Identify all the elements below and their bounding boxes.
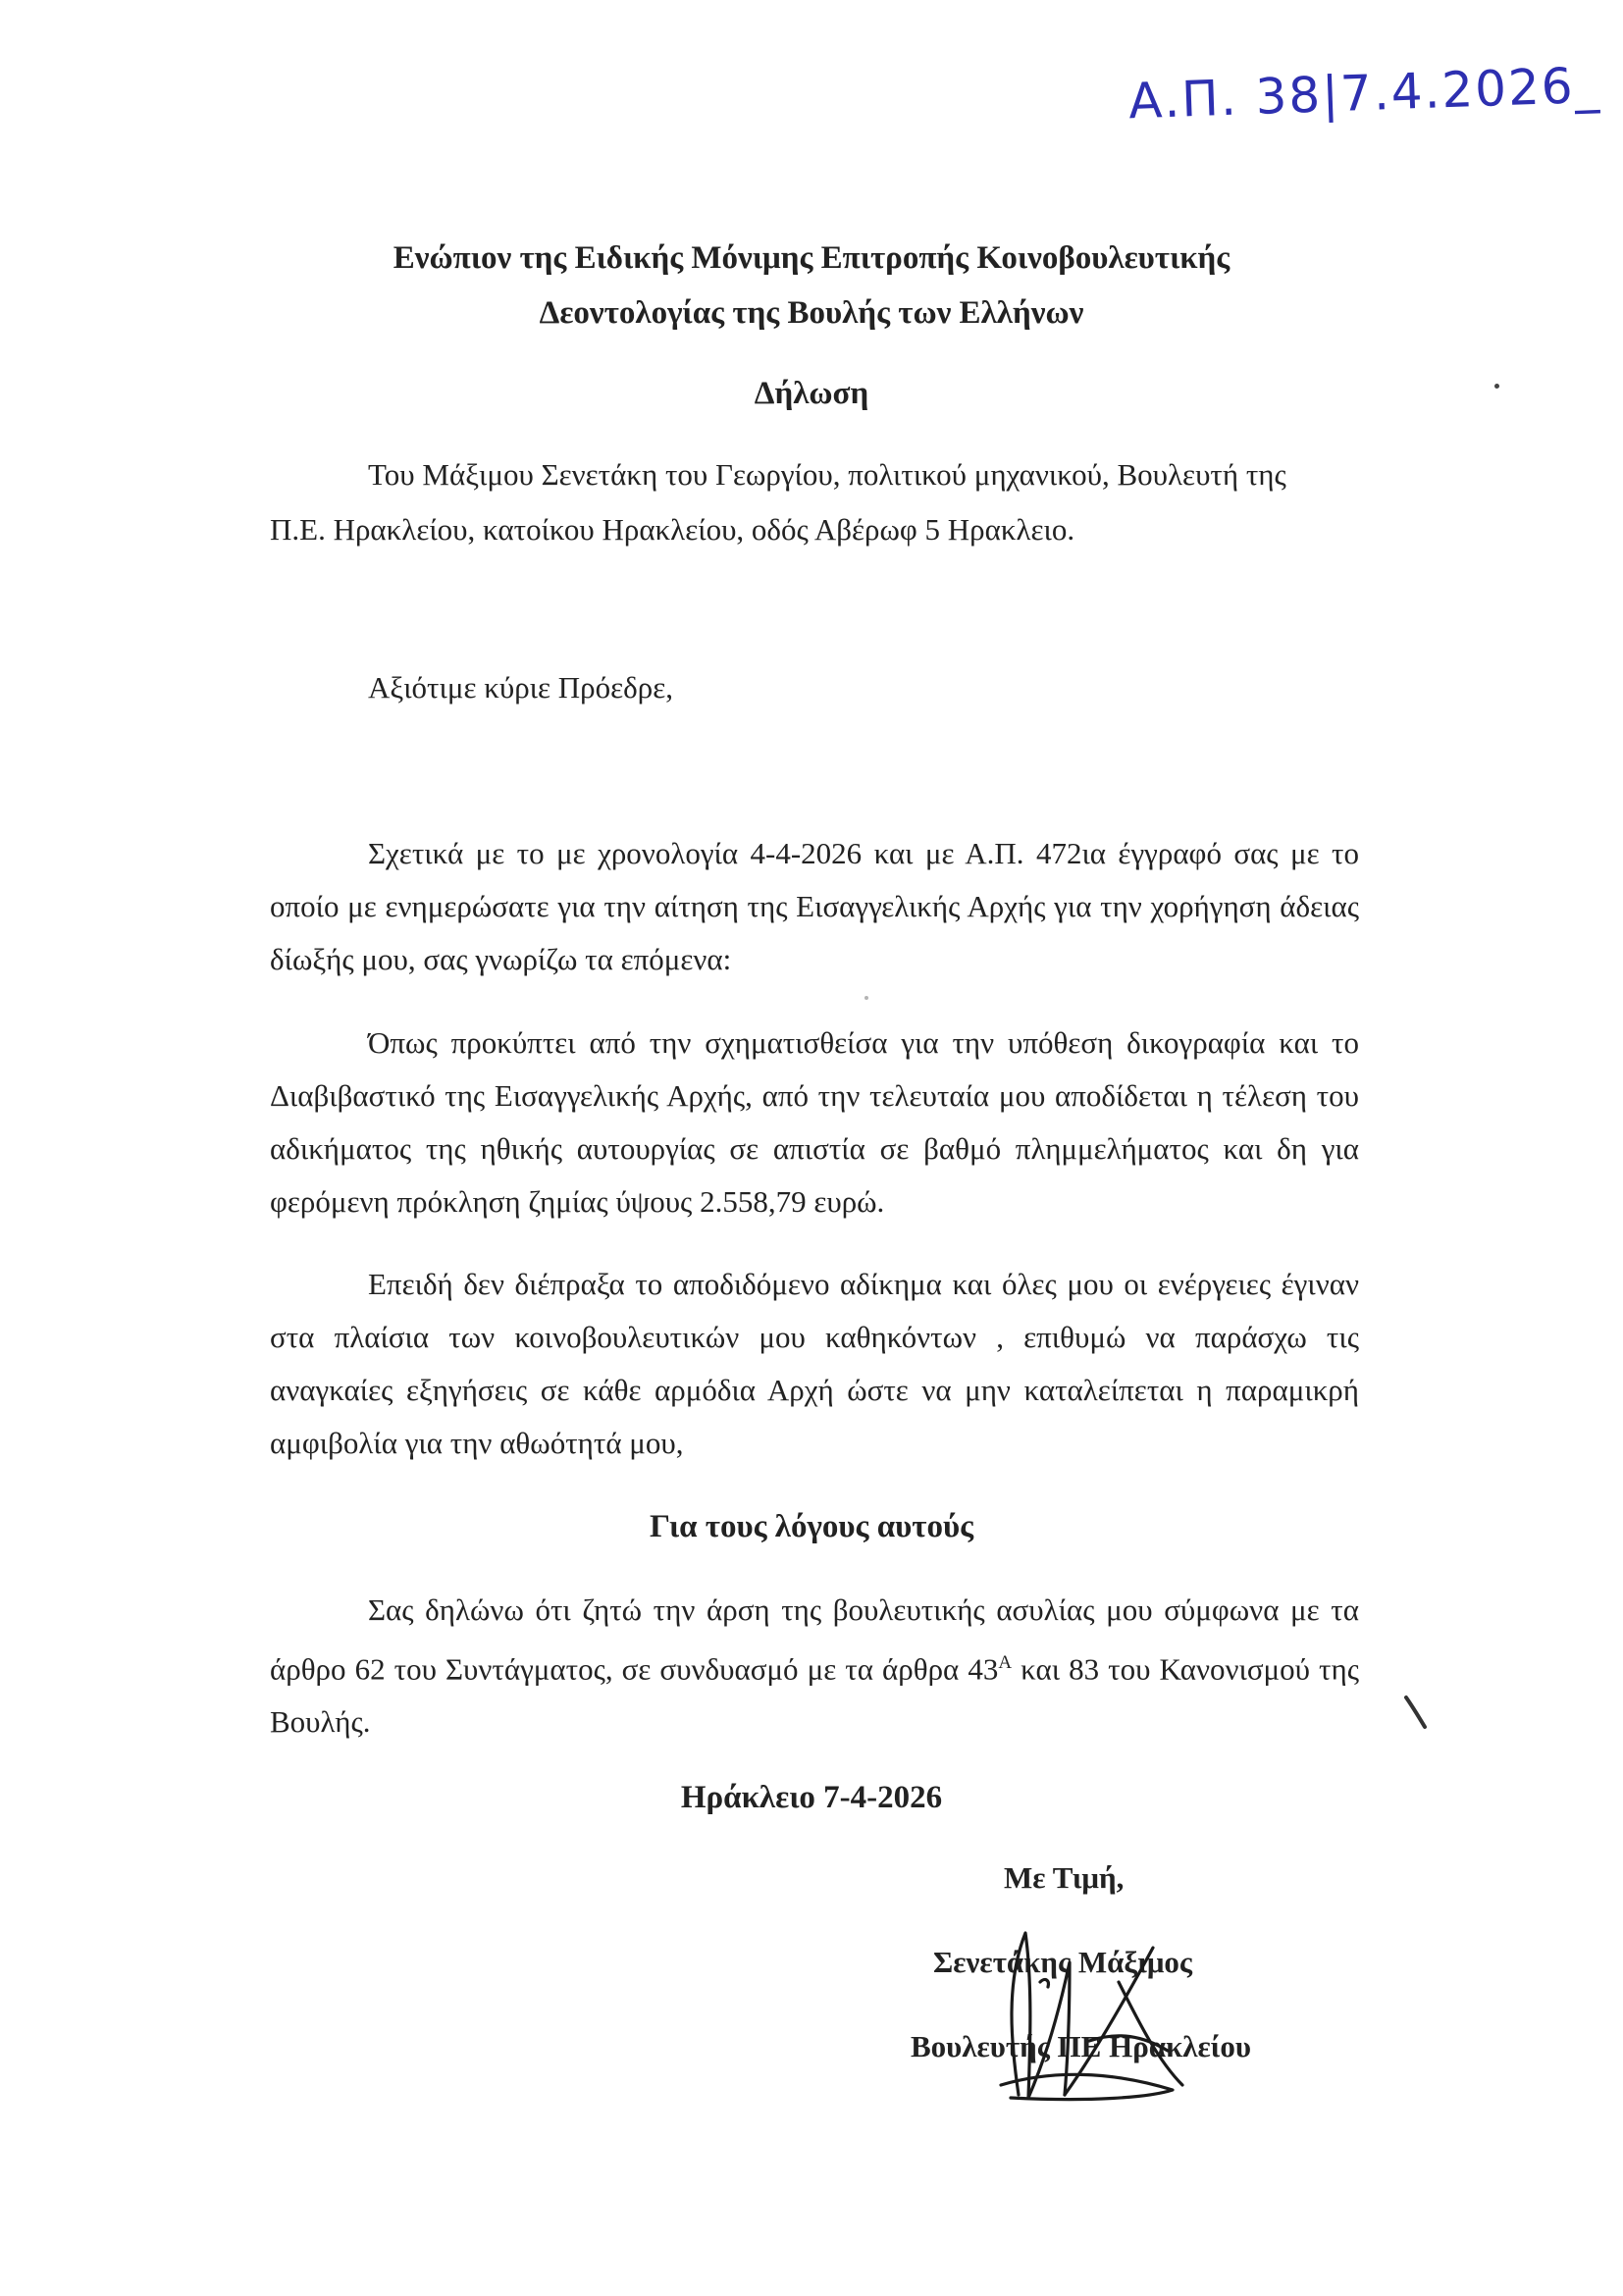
scan-speck [1494, 384, 1499, 389]
article-superscript: Α [998, 1652, 1013, 1673]
intro-line-2: Π.Ε. Ηρακλείου, κατοίκου Ηρακλείου, οδός Αβέρωφ 5 Ηρακλειο. [270, 512, 1075, 547]
declaration-paragraph [270, 1584, 1359, 1748]
heading-line-1: Ενώπιον της Ειδικής Μόνιμης Επιτροπής Κοινοβουλευτικής [393, 240, 1230, 276]
paragraph-1: Σχετικά με το με χρονολογία 4-4-2026 και με Α.Π. 472ια έγγραφό σας με το οποίο με ενημερώσατε για την αίτηση της Εισαγγελικής Αρχής για την χορήγηση άδειας δίωξής μου, σας γνωρίζω τα επόμενα: [270, 836, 1359, 976]
paragraph-2: Όπως προκύπτει από την σχηματισθείσα για την υπόθεση δικογραφία και το Διαβιβαστικό της Εισαγγελικής Αρχής, από την τελευταία μου αποδίδεται η τέλεση του αδικήματος της ηθικής αυτουργίας σε απιστία σε βαθμό πλημμελήματος και δη για φερόμενη πρόκληση ζημίας ύψους 2.558,79 ευρώ. [270, 1025, 1359, 1219]
scan-mark [1401, 1693, 1431, 1732]
intro-line-1: Του Μάξιμου Σενετάκη του Γεωργίου, πολιτικού μηχανικού, Βουλευτή της [368, 457, 1286, 492]
declaration-text-after: και 83 του Κανονισμού της Βουλής. [270, 1651, 1359, 1740]
reasons-heading: Για τους λόγους αυτούς [649, 1509, 974, 1544]
heading-line-2: Δεοντολογίας της Βουλής των Ελλήνων [539, 295, 1084, 331]
salutation: Αξιότιμε κύριε Πρόεδρε, [368, 670, 673, 704]
scan-speck [864, 996, 868, 1000]
signer-title: Βουλευτής ΠΕ Ηρακλείου [911, 2029, 1251, 2063]
closing-greeting: Με Τιμή, [1004, 1860, 1125, 1895]
signer-name: Σενετάκης Μάξιμος [933, 1945, 1192, 1979]
declaration-text-before: Σας δηλώνω ότι ζητώ την άρση της βουλευτικής ασυλίας μου σύμφωνα με τα άρθρο 62 του Συντάγματος, σε συνδυασμό με τα άρθρα 43 [270, 1592, 1359, 1687]
handwritten-protocol-stamp: Α.Π. 38|7.4.2026_ [1127, 56, 1602, 130]
document-title: Δήλωση [754, 376, 869, 411]
handwritten-signature [971, 1923, 1207, 2110]
paragraph-3: Επειδή δεν διέπραξα το αποδιδόμενο αδίκημα και όλες μου οι ενέργειες έγιναν στα πλαίσια των κοινοβουλευτικών μου καθηκόντων , επιθυμώ να παράσχω τις αναγκαίες εξηγήσεις σε κάθε αρμόδια Αρχή ώστε να μην καταλείπεται η παραμικρή αμφιβολία για την αθωότητά μου, [270, 1267, 1359, 1460]
place-date: Ηράκλειο 7-4-2026 [680, 1780, 943, 1815]
